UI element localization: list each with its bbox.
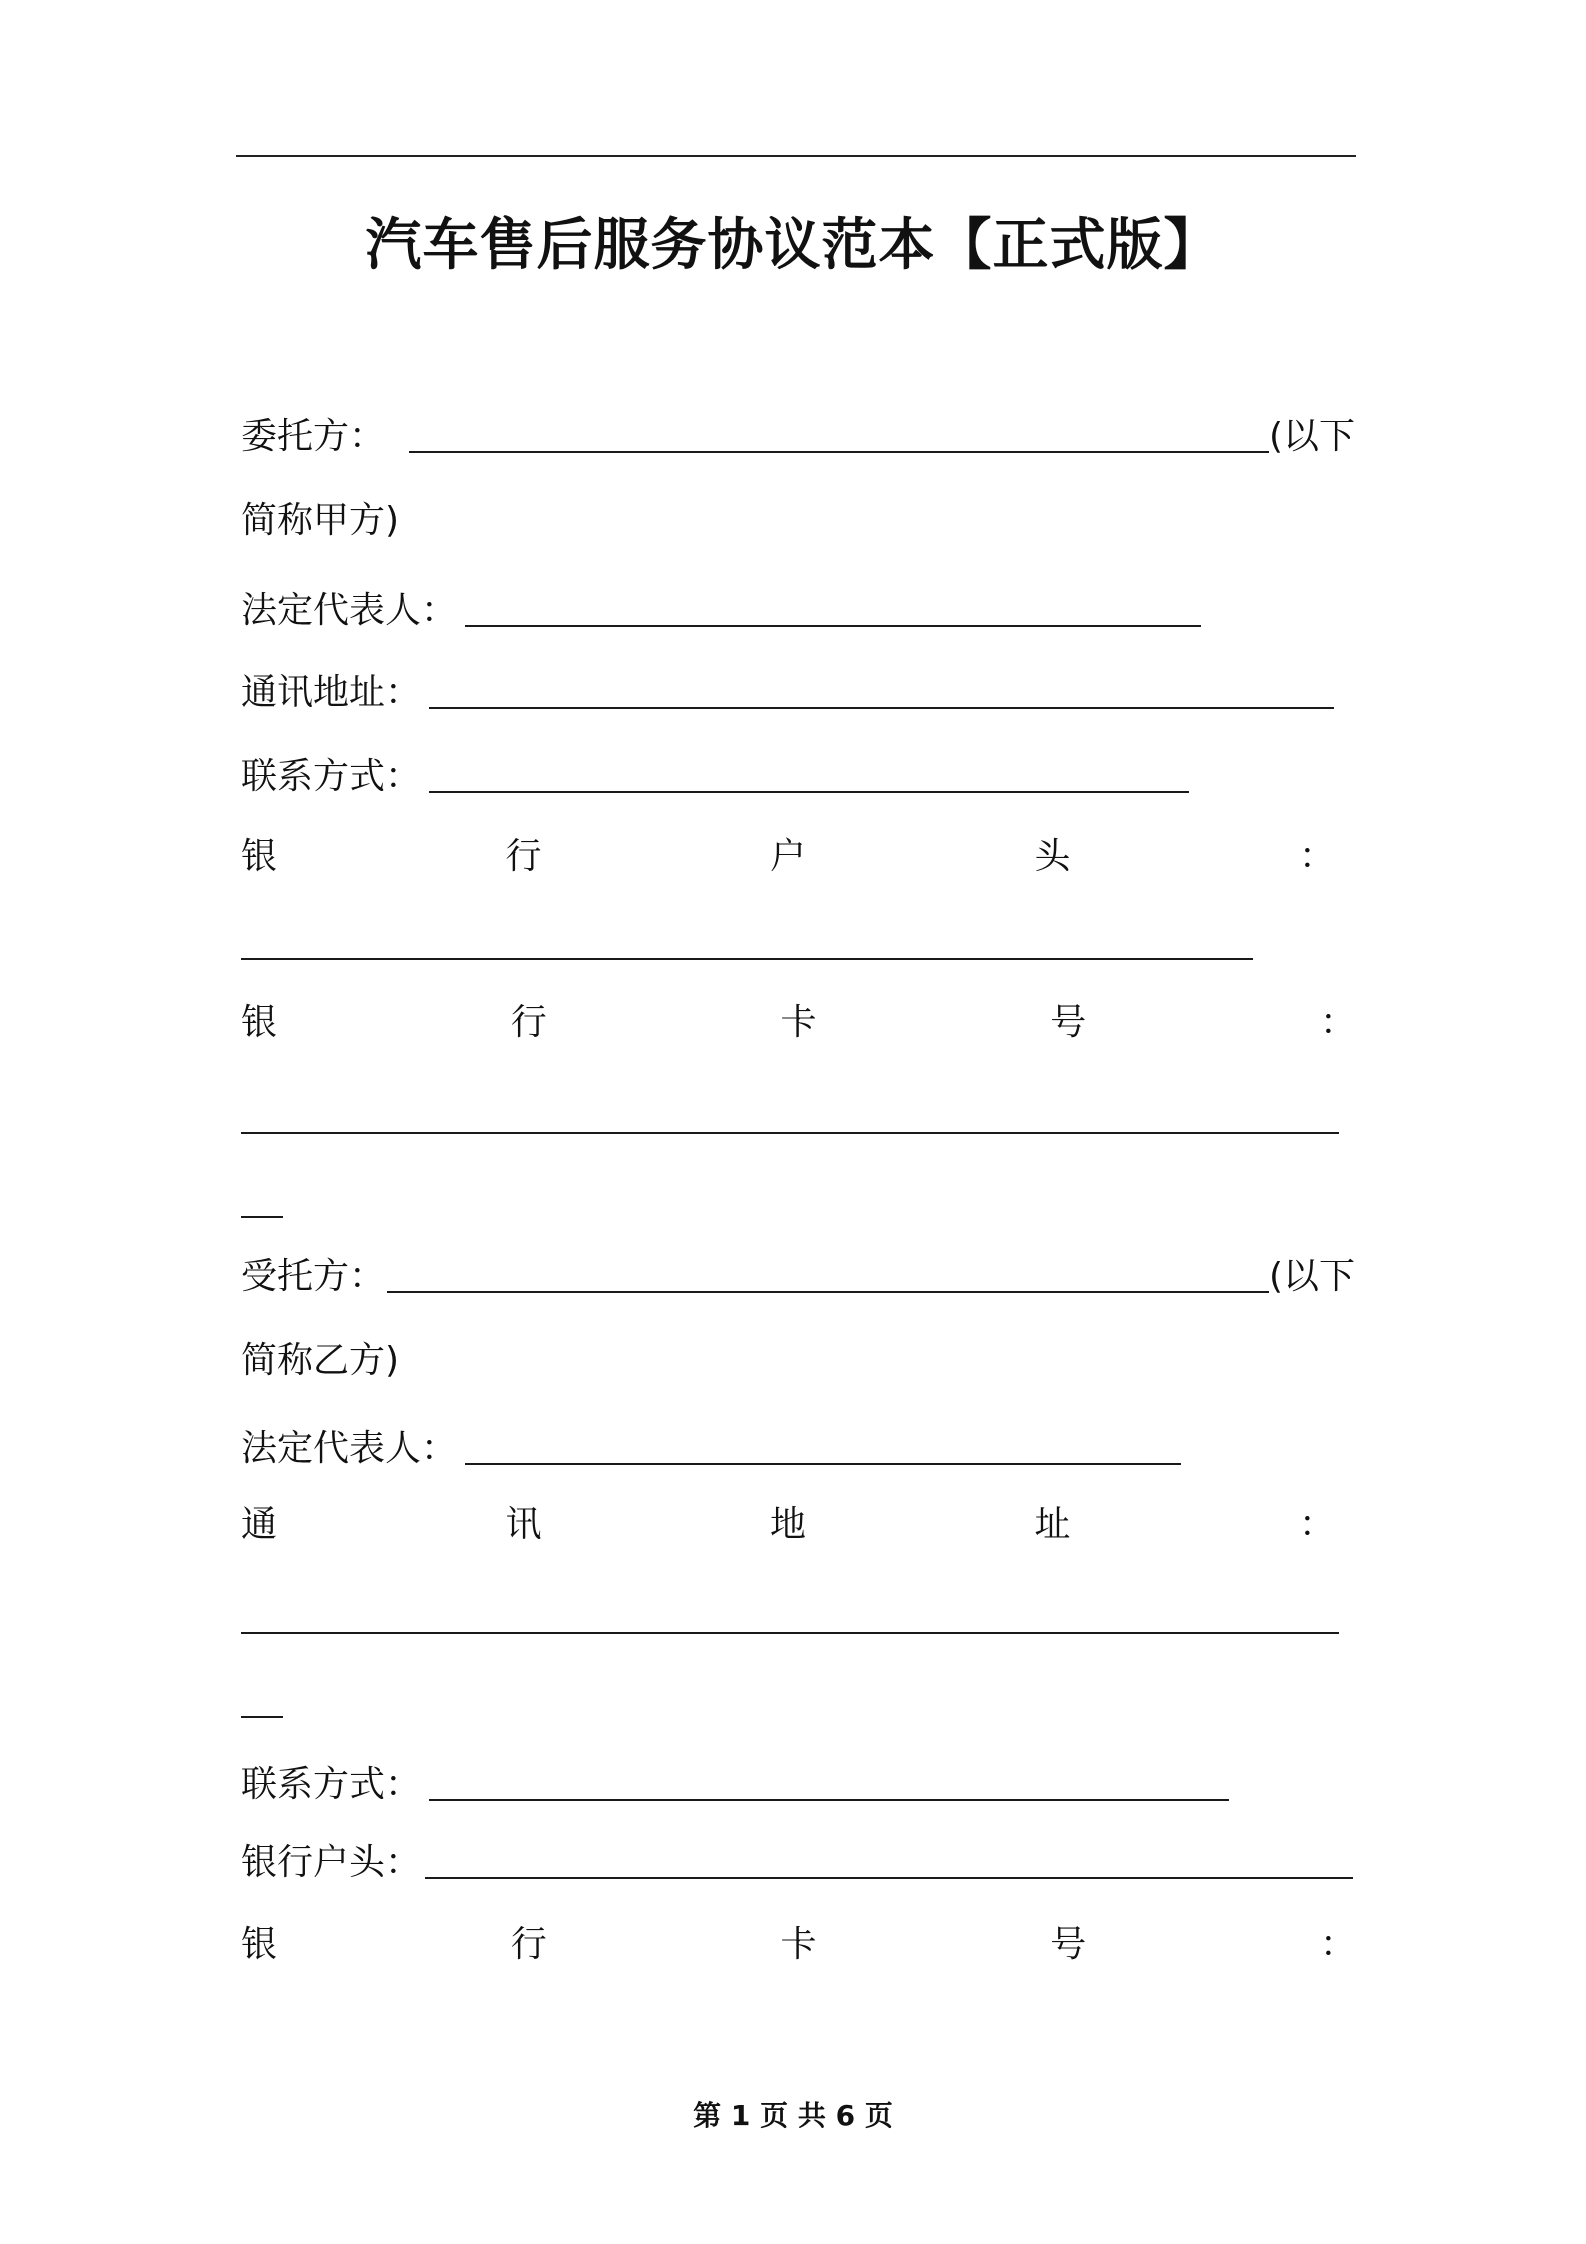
party-a-line: [241, 412, 1355, 462]
party-a-address-field[interactable]: [429, 707, 1334, 709]
party-a-suffix: (以下: [1269, 416, 1356, 457]
document-title: 汽车售后服务协议范本【正式版】: [365, 213, 1221, 278]
party-a-contact-field[interactable]: [429, 791, 1189, 793]
party-b-bank-account-line: [241, 1838, 1353, 1888]
party-b-bank-card-label: 银 行 卡 号 ：: [241, 1924, 1356, 1965]
party-a-rep-field[interactable]: [465, 625, 1201, 627]
page-number: 第 1 页 共 6 页: [693, 2099, 893, 2132]
party-a-continuation-line: [241, 496, 399, 546]
party-a-address-label: 通讯地址：: [241, 672, 422, 713]
party-a-rep-label: 法定代表人：: [241, 590, 458, 631]
party-a-name-field[interactable]: [409, 451, 1269, 453]
party-a-bank-card-field[interactable]: [241, 1132, 1339, 1134]
header-rule: [236, 155, 1356, 157]
party-b-continuation-line: [241, 1336, 399, 1386]
party-b-address-label: 通 讯 地 址 ：: [241, 1504, 1335, 1545]
party-b-suffix: (以下: [1269, 1256, 1356, 1297]
party-b-bank-account-field[interactable]: [425, 1877, 1353, 1879]
party-a-continuation: 简称甲方): [241, 500, 400, 541]
party-b-rep-field[interactable]: [465, 1463, 1181, 1465]
party-b-continuation: 简称乙方): [241, 1340, 400, 1381]
party-b-address-field-cont[interactable]: [241, 1716, 283, 1718]
party-a-contact-label: 联系方式：: [241, 756, 422, 797]
party-a-contact-line: [241, 752, 1189, 802]
party-b-bank-account-label: 银行户头：: [241, 1842, 422, 1883]
party-a-bank-account-label: 银 行 户 头 ：: [241, 836, 1335, 877]
party-b-label: 受托方：: [241, 1256, 386, 1297]
party-b-line: [241, 1252, 1355, 1302]
party-b-address-field[interactable]: [241, 1632, 1339, 1634]
party-a-bank-card-label: 银 行 卡 号 ：: [241, 1002, 1356, 1043]
party-b-contact-field[interactable]: [429, 1799, 1229, 1801]
party-a-rep-line: [241, 586, 1201, 636]
party-b-contact-label: 联系方式：: [241, 1764, 422, 1805]
party-a-bank-account-field[interactable]: [241, 958, 1253, 960]
party-b-contact-line: [241, 1760, 1229, 1810]
party-a-address-line: [241, 668, 1334, 718]
party-a-label: 委托方：: [241, 416, 386, 457]
party-b-name-field[interactable]: [387, 1291, 1269, 1293]
party-b-rep-label: 法定代表人：: [241, 1428, 458, 1469]
party-a-bank-card-field-cont[interactable]: [241, 1216, 283, 1218]
party-b-rep-line: [241, 1424, 1181, 1474]
